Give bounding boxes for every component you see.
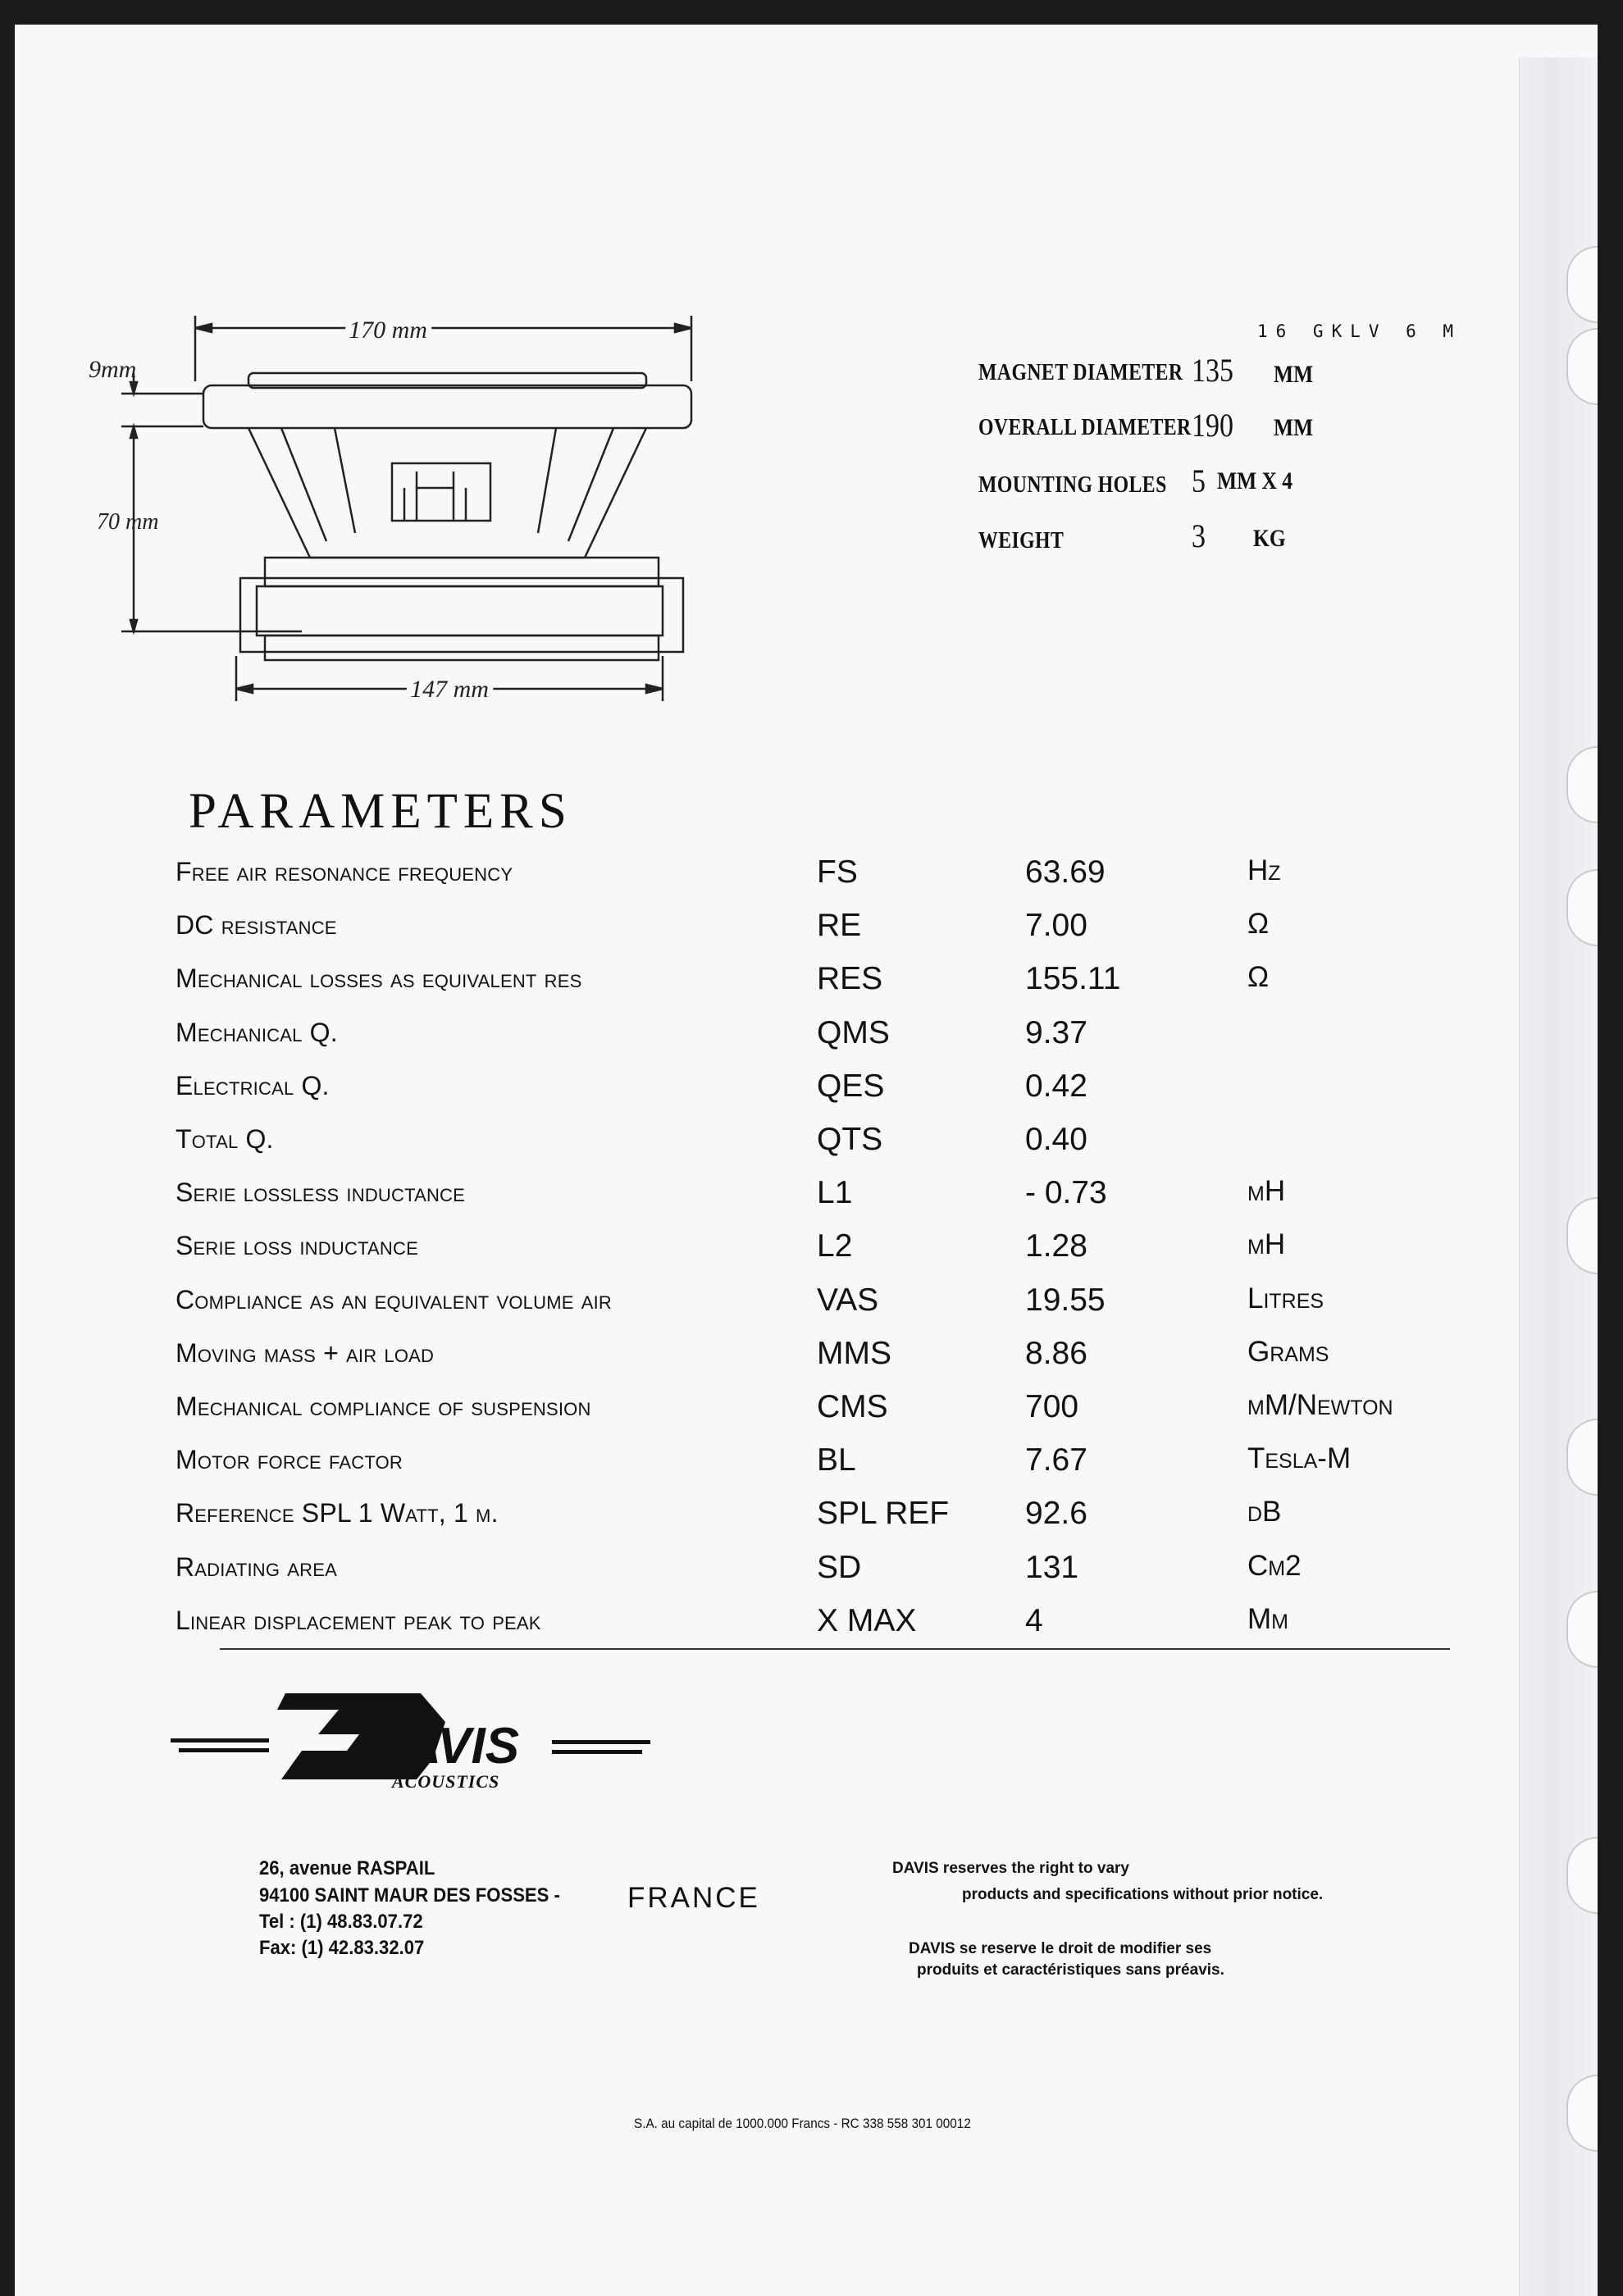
- notice-fr-1: DAVIS se reserve le droit de modifier ses: [909, 1940, 1212, 1957]
- logo-sub: ACOUSTICS: [392, 1771, 500, 1792]
- notice-en-1: DAVIS reserves the right to vary: [892, 1860, 1129, 1877]
- parameter-value: 0.40: [1025, 1122, 1087, 1157]
- parameter-unit: Ω: [1247, 961, 1270, 994]
- parameter-symbol: MMS: [817, 1335, 891, 1371]
- legal-line: S.A. au capital de 1000.000 Francs - RC 338 558 301 00012: [634, 2116, 971, 2131]
- address-city: 94100 SAINT MAUR DES FOSSES -: [259, 1884, 560, 1906]
- address-street: 26, avenue RASPAIL: [259, 1857, 435, 1879]
- parameters-title: PARAMETERS: [189, 784, 572, 839]
- parameter-value: 63.69: [1025, 854, 1106, 890]
- spec-label-holes: MOUNTING HOLES: [978, 472, 1167, 498]
- parameter-name: Serie lossless inductance: [176, 1178, 466, 1208]
- parameter-unit: Litres: [1247, 1282, 1324, 1314]
- base-dimension-label: 147 mm: [410, 676, 489, 703]
- spec-unit-weight: KG: [1253, 525, 1286, 552]
- parameter-row: [15, 1228, 1598, 1280]
- parameter-name: Moving mass + air load: [176, 1337, 435, 1368]
- parameter-name: Radiating area: [176, 1551, 337, 1582]
- parameter-row: [15, 910, 1598, 959]
- parameter-row: [15, 1335, 1598, 1387]
- parameter-symbol: CMS: [817, 1389, 888, 1424]
- parameter-symbol: SD: [817, 1549, 862, 1585]
- spec-value-holes: 5: [1192, 462, 1206, 499]
- parameter-row: [15, 1389, 1598, 1441]
- parameter-symbol: RES: [817, 961, 883, 997]
- parameter-unit: Mm: [1247, 1602, 1288, 1635]
- parameter-value: 7.67: [1025, 1442, 1087, 1478]
- parameter-symbol: FS: [817, 854, 858, 890]
- datasheet-page: [15, 25, 1598, 2296]
- parameter-row: [15, 1175, 1598, 1227]
- parameter-unit: Tesla-M: [1247, 1442, 1352, 1475]
- spec-value-magnet: 135: [1192, 352, 1233, 389]
- parameter-unit: mH: [1247, 1228, 1286, 1261]
- parameter-row: [15, 1602, 1598, 1655]
- parameter-name: Linear displacement peak to peak: [176, 1605, 541, 1635]
- notice-fr-2: produits et caractéristiques sans préavis.: [917, 1961, 1224, 1979]
- parameter-value: 131: [1025, 1549, 1079, 1585]
- parameter-name: Mechanical losses as equivalent res: [176, 963, 582, 994]
- spec-label-magnet: MAGNET DIAMETER: [978, 359, 1183, 385]
- parameter-row: [15, 1124, 1598, 1173]
- parameter-value: 8.86: [1025, 1335, 1087, 1371]
- parameter-symbol: L2: [817, 1228, 853, 1264]
- parameter-row: [15, 854, 1598, 906]
- spec-value-weight: 3: [1192, 517, 1206, 554]
- lip-dimension-label: 9mm: [89, 356, 137, 383]
- parameter-row: [15, 1014, 1598, 1067]
- parameter-name: Electrical Q.: [176, 1070, 330, 1100]
- parameter-name: DC resistance: [176, 910, 337, 941]
- parameter-row: [15, 1442, 1598, 1494]
- parameter-symbol: QTS: [817, 1122, 883, 1157]
- parameter-row: [15, 1549, 1598, 1601]
- parameter-name: Reference SPL 1 Watt, 1 m.: [176, 1498, 499, 1528]
- parameter-value: 0.42: [1025, 1068, 1087, 1104]
- parameter-unit: dB: [1247, 1496, 1282, 1528]
- parameter-name: Free air resonance frequency: [176, 857, 513, 886]
- parameter-symbol: QMS: [817, 1014, 890, 1050]
- spec-label-weight: WEIGHT: [978, 527, 1065, 554]
- parameter-unit: Ω: [1247, 908, 1270, 941]
- parameter-name: Compliance as an equivalent volume air: [176, 1284, 612, 1314]
- parameter-name: Mechanical Q.: [176, 1017, 338, 1047]
- parameter-value: 4: [1025, 1602, 1043, 1638]
- model-number: 16 GKLV 6 M: [1257, 321, 1462, 341]
- parameter-row: [15, 1498, 1598, 1547]
- phone-number: Tel : (1) 48.83.07.72: [259, 1911, 423, 1933]
- spec-unit-holes: MM X 4: [1217, 467, 1293, 494]
- parameter-row: [15, 963, 1598, 1013]
- parameter-symbol: SPL REF: [817, 1496, 950, 1532]
- spec-unit-overall: MM: [1274, 414, 1314, 441]
- country-label: FRANCE: [627, 1882, 760, 1914]
- depth-dimension-label: 70 mm: [97, 509, 159, 535]
- parameter-value: 9.37: [1025, 1014, 1087, 1050]
- width-dimension-label: 170 mm: [349, 317, 427, 344]
- fax-number: Fax: (1) 42.83.32.07: [259, 1937, 425, 1959]
- parameter-unit: µM/Newton: [1247, 1389, 1393, 1421]
- parameter-unit: mH: [1247, 1175, 1286, 1208]
- parameter-name: Mechanical compliance of suspension: [176, 1392, 591, 1421]
- parameter-symbol: QES: [817, 1068, 885, 1104]
- parameter-value: 7.00: [1025, 908, 1087, 944]
- parameter-symbol: L1: [817, 1175, 853, 1211]
- parameter-symbol: X MAX: [817, 1602, 917, 1638]
- parameter-name: Serie loss inductance: [176, 1231, 418, 1261]
- parameter-unit: Cm2: [1247, 1549, 1302, 1582]
- parameter-symbol: BL: [817, 1442, 856, 1478]
- parameter-value: 700: [1025, 1389, 1079, 1424]
- parameter-name: Motor force factor: [176, 1445, 403, 1475]
- parameter-value: 1.28: [1025, 1228, 1087, 1264]
- divider-line: [220, 1648, 1450, 1650]
- parameter-symbol: RE: [817, 908, 862, 944]
- spec-value-overall: 190: [1192, 407, 1233, 444]
- parameter-name: Total Q.: [176, 1124, 274, 1154]
- spec-unit-magnet: MM: [1274, 361, 1314, 388]
- parameter-value: 155.11: [1025, 961, 1121, 997]
- parameter-symbol: VAS: [817, 1282, 879, 1318]
- parameter-unit: Hz: [1247, 854, 1281, 886]
- spec-label-overall: OVERALL DIAMETER: [978, 414, 1192, 440]
- parameter-row: [15, 1068, 1598, 1120]
- speaker-dimension-drawing: [89, 295, 712, 713]
- parameter-value: 92.6: [1025, 1496, 1087, 1532]
- parameter-value: - 0.73: [1025, 1175, 1107, 1211]
- logo-brand: AVIS: [404, 1718, 520, 1774]
- davis-acoustics-logo: [171, 1681, 695, 1804]
- parameter-row: [15, 1282, 1598, 1334]
- parameter-unit: Grams: [1247, 1335, 1329, 1368]
- notice-en-2: products and specifications without prior notice.: [962, 1886, 1324, 1903]
- parameter-value: 19.55: [1025, 1282, 1106, 1318]
